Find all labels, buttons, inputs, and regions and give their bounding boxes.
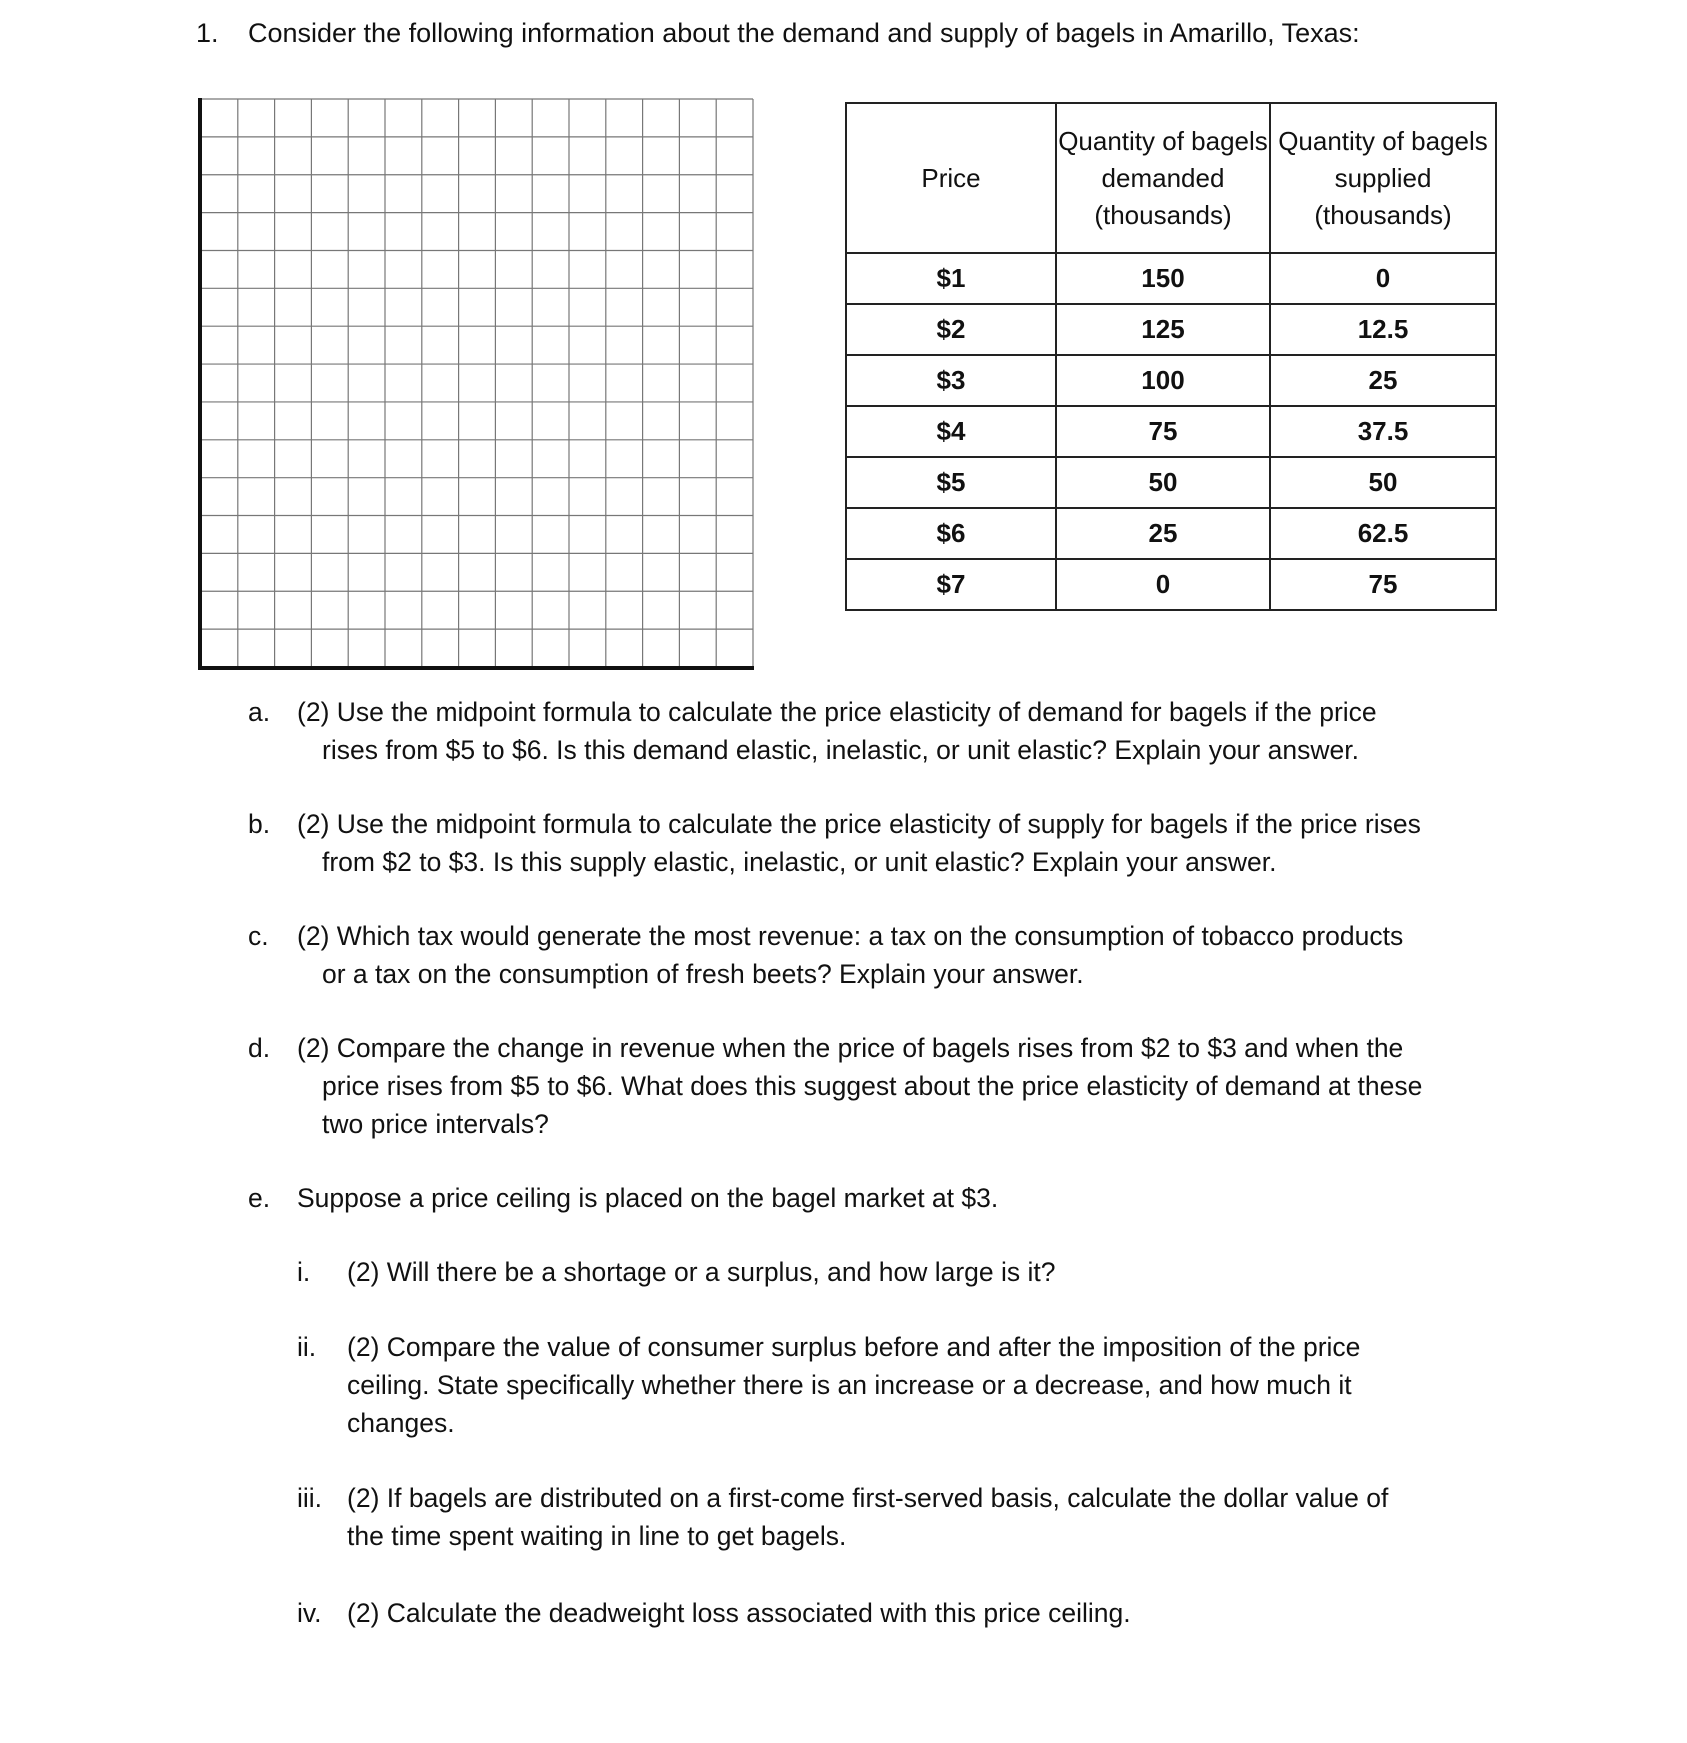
question-text: Consider the following information about the demand and supply of bagels in Amarillo, Texas: [248,18,1360,48]
cell-price: $6 [846,508,1056,559]
table-row [846,304,1496,355]
sub-ii-line2: ceiling. State specifically whether there is an increase or a decrease, and how much it [347,1370,1352,1400]
cell-demanded: 75 [1056,406,1270,457]
part-c-label: c. [248,921,269,951]
cell-supplied: 12.5 [1270,304,1496,355]
question-number: 1. [196,18,219,48]
part-b-line1: (2) Use the midpoint formula to calculate the price elasticity of supply for bagels if the price rises [297,809,1421,839]
part-e-sub-i [297,1253,1547,1291]
part-e [248,1179,1548,1217]
sub-iii-line2: the time spent waiting in line to get bagels. [347,1521,847,1551]
graph-grid [198,98,754,670]
sub-i-text: (2) Will there be a shortage or a surplus, and how large is it? [347,1257,1056,1287]
cell-supplied: 75 [1270,559,1496,610]
part-b-label: b. [248,809,271,839]
cell-demanded: 50 [1056,457,1270,508]
sub-ii-label: ii. [297,1332,317,1362]
cell-price: $1 [846,253,1056,304]
table-row [846,559,1496,610]
table-header-row [846,103,1496,253]
cell-demanded: 150 [1056,253,1270,304]
cell-demanded: 100 [1056,355,1270,406]
part-d [248,1029,1568,1143]
part-d-line2: price rises from $5 to $6. What does this suggest about the price elasticity of demand at these [322,1071,1423,1101]
table-row [846,355,1496,406]
cell-supplied: 25 [1270,355,1496,406]
table-row [846,457,1496,508]
part-b [248,805,1568,881]
part-e-sub-ii [297,1328,1547,1442]
sub-iv-label: iv. [297,1598,322,1628]
cell-supplied: 0 [1270,253,1496,304]
part-a-line1: (2) Use the midpoint formula to calculate the price elasticity of demand for bagels if the price [297,697,1377,727]
part-a-line2: rises from $5 to $6. Is this demand elastic, inelastic, or unit elastic? Explain your answer. [322,735,1359,765]
cell-price: $2 [846,304,1056,355]
sub-ii-line3: changes. [347,1408,455,1438]
cell-supplied: 37.5 [1270,406,1496,457]
part-d-line1: (2) Compare the change in revenue when the price of bagels rises from $2 to $3 and when the [297,1033,1404,1063]
part-e-sub-iv [297,1594,1547,1632]
header-quantity-demanded: Quantity of bagels demanded (thousands) [1056,103,1270,253]
table-row [846,406,1496,457]
table-row [846,508,1496,559]
sub-i-label: i. [297,1257,311,1287]
sub-iii-label: iii. [297,1483,323,1513]
cell-price: $7 [846,559,1056,610]
part-c-line2: or a tax on the consumption of fresh beets? Explain your answer. [322,959,1084,989]
header-quantity-supplied: Quantity of bagels supplied (thousands) [1270,103,1496,253]
header-price: Price [846,103,1056,253]
part-e-label: e. [248,1183,271,1213]
part-c-line1: (2) Which tax would generate the most revenue: a tax on the consumption of tobacco products [297,921,1404,951]
cell-demanded: 25 [1056,508,1270,559]
cell-supplied: 50 [1270,457,1496,508]
sub-iv-text: (2) Calculate the deadweight loss associated with this price ceiling. [347,1598,1131,1628]
sub-ii-line1: (2) Compare the value of consumer surplus before and after the imposition of the price [347,1332,1361,1362]
cell-price: $4 [846,406,1056,457]
part-a-label: a. [248,697,271,727]
cell-demanded: 0 [1056,559,1270,610]
part-c [248,917,1568,993]
part-e-sub-iii [297,1479,1547,1555]
cell-price: $3 [846,355,1056,406]
table-row [846,253,1496,304]
part-d-label: d. [248,1033,271,1063]
cell-price: $5 [846,457,1056,508]
cell-supplied: 62.5 [1270,508,1496,559]
sub-iii-line1: (2) If bagels are distributed on a first-come first-served basis, calculate the dollar value of [347,1483,1389,1513]
part-d-line3: two price intervals? [322,1109,549,1139]
cell-demanded: 125 [1056,304,1270,355]
grid-paper [198,98,754,670]
part-a [248,693,1548,769]
question-heading [196,18,1360,49]
part-b-line2: from $2 to $3. Is this supply elastic, inelastic, or unit elastic? Explain your answer. [322,847,1277,877]
part-e-text: Suppose a price ceiling is placed on the bagel market at $3. [297,1183,999,1213]
demand-supply-table [845,102,1497,611]
